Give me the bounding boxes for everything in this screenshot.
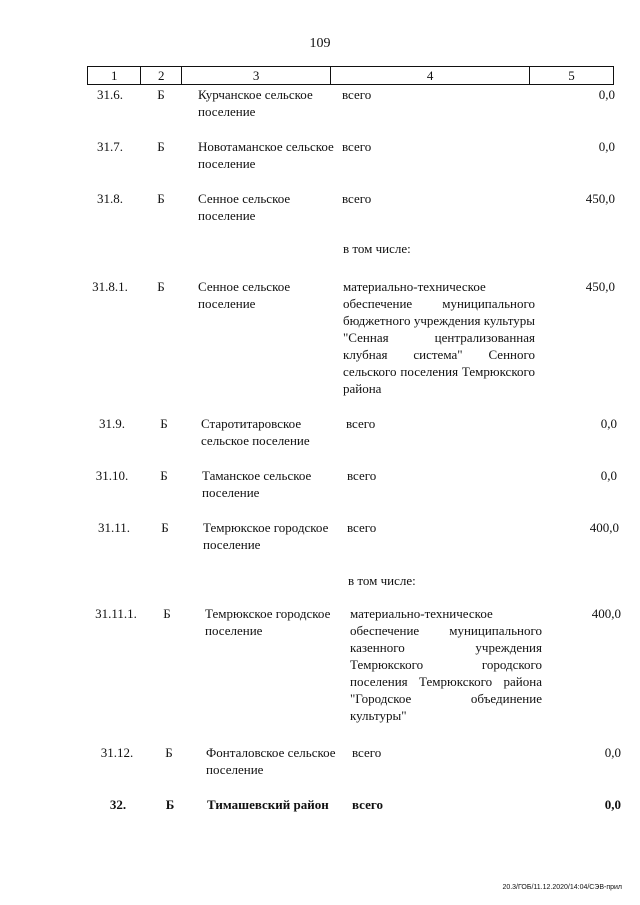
- column-header-2: 2: [141, 67, 182, 85]
- row-settlement: Сенное сельское поселение: [198, 191, 291, 223]
- row-settlement: Фонталовское сельское поселение: [206, 745, 336, 777]
- row-value: 400,0: [589, 520, 619, 535]
- column-header-3: 3: [182, 67, 331, 85]
- column-header-1: 1: [88, 67, 141, 85]
- row-value: 0,0: [604, 745, 621, 760]
- row-settlement: Старотитаровское сельское поселение: [201, 416, 310, 448]
- row-value: 400,0: [591, 606, 621, 621]
- row-value: 450,0: [585, 191, 615, 206]
- row-description: материально-техническое обеспечение муниципального бюджетного учреждения культуры "Сенная централизованная клубная система" Сенного сельского поселения Темрюкского района: [343, 279, 535, 396]
- row-value: 450,0: [585, 279, 615, 294]
- row-settlement: Сенное сельское поселение: [198, 279, 291, 311]
- row-settlement: Курчанское сельское поселение: [198, 87, 313, 119]
- row-category: Б: [157, 87, 165, 102]
- row-category: Б: [165, 797, 175, 812]
- row-description: всего: [342, 87, 372, 102]
- row-number: 31.11.1.: [95, 606, 137, 621]
- column-header-4: 4: [331, 67, 530, 85]
- row-number: 31.6.: [97, 87, 123, 102]
- row-description: всего: [347, 520, 377, 535]
- row-value: 0,0: [604, 797, 621, 812]
- column-header-row: [87, 66, 614, 85]
- row-settlement: Тимашевский район: [207, 797, 329, 812]
- row-category: Б: [161, 520, 169, 535]
- row-number: 31.8.: [97, 191, 123, 206]
- row-value: 0,0: [600, 416, 617, 431]
- row-category: Б: [157, 191, 165, 206]
- document-footer-code: 20.3/ГОБ/11.12.2020/14:04/СЭВ-прил: [502, 884, 622, 891]
- row-number: 31.8.1.: [92, 279, 128, 294]
- row-description: всего: [342, 191, 372, 206]
- row-settlement: Темрюкское городское поселение: [203, 520, 329, 552]
- row-description: материально-техническое обеспечение муниципального казенного учреждения Темрюкского городского поселения Темрюкского района "Городское объединение культуры": [350, 606, 542, 723]
- row-category: Б: [163, 606, 171, 621]
- page-number: 109: [309, 36, 331, 51]
- row-category: Б: [160, 468, 168, 483]
- row-settlement: Новотаманское сельское поселение: [198, 139, 334, 171]
- row-value: 0,0: [600, 468, 617, 483]
- row-number: 31.11.: [97, 520, 131, 535]
- row-value: 0,0: [598, 139, 615, 154]
- row-value: 0,0: [598, 87, 615, 102]
- row-description: всего: [352, 745, 382, 760]
- row-category: Б: [157, 139, 165, 154]
- row-settlement: Темрюкское городское поселение: [205, 606, 331, 638]
- row-description: всего: [347, 468, 377, 483]
- row-description: в том числе:: [348, 573, 416, 588]
- row-category: Б: [157, 279, 165, 294]
- row-number: 31.9.: [99, 416, 125, 431]
- row-number: 31.7.: [97, 139, 123, 154]
- row-category: Б: [165, 745, 173, 760]
- row-description: в том числе:: [343, 241, 411, 256]
- row-category: Б: [160, 416, 168, 431]
- row-description: всего: [352, 797, 383, 812]
- row-description: всего: [342, 139, 372, 154]
- row-settlement: Таманское сельское поселение: [202, 468, 312, 500]
- row-number: 31.10.: [95, 468, 129, 483]
- row-number: 31.12.: [100, 745, 134, 760]
- column-header-5: 5: [529, 67, 613, 85]
- row-number: 32.: [109, 797, 127, 812]
- row-description: всего: [346, 416, 376, 431]
